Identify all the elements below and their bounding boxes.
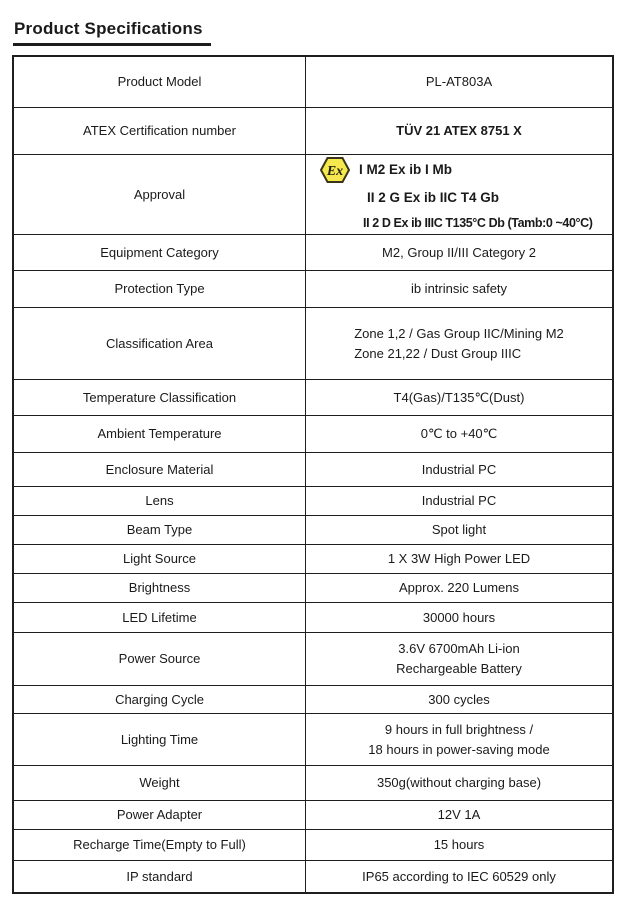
spec-value (306, 766, 612, 800)
spec-value (306, 686, 612, 713)
spec-value-line: 12V 1A (437, 807, 481, 822)
spec-value-line: Rechargeable Battery (396, 661, 522, 676)
spec-value-lines (434, 835, 485, 855)
spec-value-line: II 2 G Ex ib IIC T4 Gb (367, 189, 500, 205)
spec-value (306, 155, 612, 234)
spec-value (306, 603, 612, 632)
spec-value (306, 108, 612, 154)
spec-value-lines (432, 520, 486, 540)
spec-value-line: ib intrinsic safety (410, 281, 508, 296)
spec-value-lines (368, 720, 549, 760)
spec-value (306, 830, 612, 860)
spec-value-lines (377, 773, 541, 793)
spec-label: Weight (14, 766, 306, 800)
spec-value (306, 633, 612, 685)
spec-value-lines (388, 549, 530, 569)
spec-label: Lens (14, 487, 306, 515)
spec-value (306, 714, 612, 765)
spec-value-line: 300 cycles (428, 691, 490, 707)
spec-label: Approval (14, 155, 306, 234)
spec-value (306, 487, 612, 515)
spec-value-line: TÜV 21 ATEX 8751 X (396, 123, 522, 138)
table-row-approval (14, 154, 612, 234)
spec-value (306, 308, 612, 379)
spec-label: Ambient Temperature (14, 416, 306, 452)
table-row-recharge-time (14, 829, 612, 860)
spec-value-lines (411, 279, 507, 299)
spec-label: Enclosure Material (14, 453, 306, 486)
spec-label: IP standard (14, 861, 306, 892)
svg-text:Ex: Ex (326, 163, 344, 179)
table-row-beam-type (14, 515, 612, 544)
spec-value-line: T4(Gas)/T135℃(Dust) (393, 389, 525, 405)
spec-value-line: Zone 21,22 / Dust Group IIIC (354, 345, 522, 361)
spec-value (306, 453, 612, 486)
table-row-enclosure-material (14, 452, 612, 486)
spec-label: ATEX Certification number (14, 108, 306, 154)
spec-value-line: Industrial PC (421, 461, 497, 477)
spec-value-lines (354, 324, 564, 364)
table-row-ip-standard (14, 860, 612, 892)
spec-value (306, 516, 612, 544)
table-row-power-source (14, 632, 612, 685)
spec-value-line: 30000 hours (422, 609, 496, 625)
spec-label: Classification Area (14, 308, 306, 379)
table-row-atex-certification-number (14, 107, 612, 154)
table-row-equipment-category (14, 234, 612, 270)
spec-value (306, 271, 612, 307)
table-row-lighting-time (14, 713, 612, 765)
spec-table (12, 55, 614, 894)
table-row-led-lifetime (14, 602, 612, 632)
spec-label: Lighting Time (14, 714, 306, 765)
spec-label: Protection Type (14, 271, 306, 307)
spec-value-lines (422, 460, 496, 480)
table-row-power-adapter (14, 800, 612, 829)
spec-value-lines (399, 578, 519, 598)
table-row-product-model (14, 57, 612, 107)
spec-value-line: 15 hours (433, 837, 485, 852)
spec-value-line: PL-AT803A (425, 74, 493, 89)
spec-value-lines (422, 491, 496, 511)
spec-value-lines (428, 690, 489, 710)
spec-value (306, 235, 612, 270)
spec-value-line: 1 X 3W High Power LED (387, 551, 531, 566)
spec-value-line: IP65 according to IEC 60529 only (362, 868, 556, 884)
table-row-temperature-classification (14, 379, 612, 415)
spec-value-line: II 2 D Ex ib IIIC T135°C Db (Tamb:0 ~40°C) (363, 215, 593, 230)
spec-label: Light Source (14, 545, 306, 573)
spec-value-line: 9 hours in full brightness / (384, 721, 534, 737)
spec-label: Power Source (14, 633, 306, 685)
spec-value (306, 57, 612, 107)
spec-value-line: 18 hours in power-saving mode (368, 741, 550, 757)
atex-ex-icon (320, 157, 350, 183)
spec-label: Product Model (14, 57, 306, 107)
spec-value-lines (438, 805, 481, 825)
spec-value-line: I M2 Ex ib I Mb (359, 161, 453, 177)
spec-value-line: 350g(without charging base) (376, 775, 542, 790)
spec-label: Power Adapter (14, 801, 306, 829)
spec-value-line: Approx. 220 Lumens (399, 580, 519, 595)
spec-label: Beam Type (14, 516, 306, 544)
spec-value-lines (394, 388, 525, 408)
spec-value (306, 801, 612, 829)
table-row-weight (14, 765, 612, 800)
table-row-ambient-temperature (14, 415, 612, 452)
table-row-brightness (14, 573, 612, 602)
table-row-lens (14, 486, 612, 515)
spec-value-line: Spot light (431, 522, 487, 537)
spec-value (306, 861, 612, 892)
spec-value-line: Industrial PC (421, 493, 497, 508)
spec-label: Temperature Classification (14, 380, 306, 415)
spec-label: Equipment Category (14, 235, 306, 270)
spec-label: Brightness (14, 574, 306, 602)
spec-value-lines (423, 608, 495, 628)
table-row-charging-cycle (14, 685, 612, 713)
spec-value-line: Zone 1,2 / Gas Group IIC/Mining M2 (354, 325, 564, 341)
table-row-protection-type (14, 270, 612, 307)
spec-label: LED Lifetime (14, 603, 306, 632)
spec-value-lines (426, 72, 492, 92)
spec-value (306, 416, 612, 452)
spec-value-lines (421, 424, 498, 444)
table-row-light-source (14, 544, 612, 573)
spec-value-lines (362, 867, 556, 887)
spec-value-lines (396, 121, 522, 141)
spec-value (306, 545, 612, 573)
spec-label: Charging Cycle (14, 686, 306, 713)
spec-value-lines (382, 243, 536, 263)
spec-label: Recharge Time(Empty to Full) (14, 830, 306, 860)
spec-value-line: M2, Group II/III Category 2 (382, 244, 536, 260)
spec-value-lines (396, 639, 522, 679)
table-row-classification-area (14, 307, 612, 379)
spec-value-line: 3.6V 6700mAh Li-ion (398, 641, 520, 656)
page-title: Product Specifications (13, 19, 211, 46)
spec-value-line: 0℃ to +40℃ (420, 426, 498, 441)
spec-value (306, 574, 612, 602)
approval-line-1 (320, 157, 452, 183)
spec-value (306, 380, 612, 415)
